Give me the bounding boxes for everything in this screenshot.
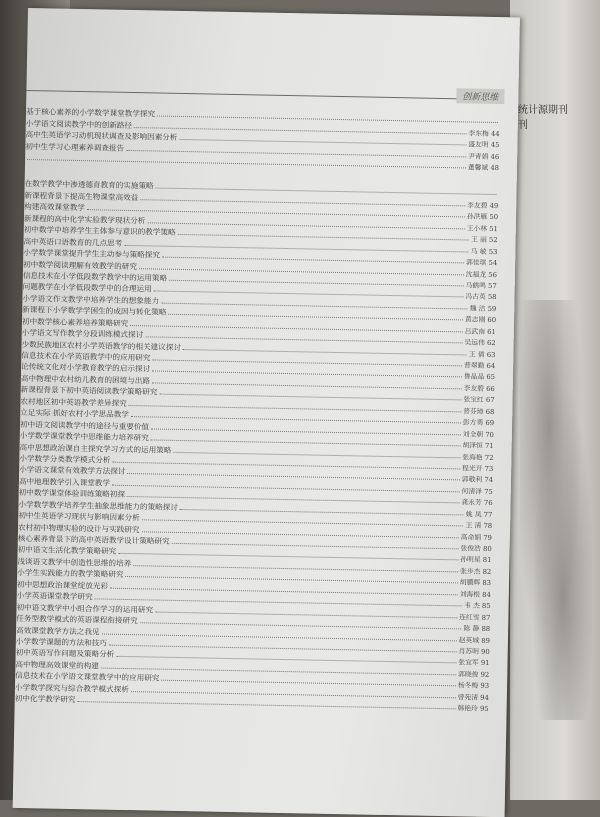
toc-entry-author-page: 韦 杰 85	[463, 601, 491, 611]
toc-entry-title: 小学数学分类教学模式分析	[19, 453, 111, 465]
toc-entry-title: 信息技术在小学英语教学中的应用研究	[21, 350, 151, 363]
toc-entry-author-page: 马鹤鸣 57	[465, 281, 497, 290]
toc-entry-author-page: 董馨斌 48	[467, 163, 500, 173]
toc-entry-title: 初中思想政治课堂绽放光彩	[16, 579, 109, 591]
toc-entry-title: 初中数学核心素养培养策略研究	[21, 316, 129, 328]
toc-entry-author-page: 李东梅 44	[468, 129, 500, 138]
toc-entry-title: 高中物理中农村幼儿教育的困境与出路	[20, 373, 151, 386]
toc-entry-author-page: 曾苑清 94	[457, 693, 489, 702]
header-rule	[26, 90, 460, 99]
adjacent-page-line-1: 统计源期刊	[518, 105, 568, 116]
toc-entry-author-page: 吕武南 61	[464, 327, 496, 336]
toc-entry-title: 小学数学教学培养学生抽象思维能力的策略探讨	[18, 499, 179, 512]
toc-entry-title: 小学数学课题的方法和技巧	[15, 636, 108, 648]
toc-entry-title: 初中数学阅读理解有效教学的研究	[22, 259, 138, 271]
leader-dots	[27, 159, 466, 168]
toc-entry-title: 基于核心素养的小学数学课堂教学探究	[25, 107, 156, 119]
toc-entry-author-page: 黄志刚 60	[464, 315, 497, 325]
toc-entry-author-page: 张宜军 91	[458, 658, 490, 668]
toc-entry-title: 小学数学探究与综合教学模式探析	[14, 682, 129, 694]
toc-entry-author-page: 胡泽恒 71	[462, 441, 494, 451]
toc-entry-author-page: 张俊浩 80	[460, 544, 492, 554]
toc-entry-author-page: 吴远伟 62	[464, 338, 496, 348]
toc-entry-title: 小学语文课堂有效教学方法探讨	[19, 465, 126, 477]
toc-entry-author-page: 沈福龙 56	[465, 269, 498, 279]
toc-entry-title: 立足实际 抓好农村小学思品教学	[20, 408, 130, 420]
toc-entry-title: 小学数学课堂教学中思维能力培养研究	[19, 430, 149, 443]
toc-entry-title: 初中生英语学习现状与影响因素分析	[18, 511, 140, 523]
toc-entry-title: 构建高效课堂教学	[24, 202, 86, 213]
toc-entry-title: 新课程下小学数学学困生的成因与转化策略	[22, 305, 167, 317]
toc-entry-title: 新课程背景下初中英语阅读教学策略研究	[20, 385, 158, 397]
toc-entry-title: 小学数学课堂提升学生主动参与策略探究	[23, 248, 161, 260]
toc-entry-author-page: 杨冬梅 93	[457, 681, 490, 691]
toc-entry-title: 初中化学教学研究	[14, 693, 76, 705]
toc-entry-author-page: 陈 静 88	[463, 624, 491, 634]
toc-entry-author-page: 何清泽 75	[461, 487, 493, 496]
toc-entry-title: 信息技术在小学语文课堂教学中的应用研究	[15, 671, 160, 683]
toc-entry-author-page: 王小林 51	[466, 224, 498, 233]
toc-entry-author-page: 马 敏 53	[470, 247, 498, 256]
toc-entry-author-page: 刘全朝 70	[462, 430, 494, 439]
toc-entry-title: 高中物理高效课堂的构建	[15, 659, 100, 671]
toc-entry-title: 初中数学课堂体验训练策略初探	[18, 488, 126, 500]
adjacent-page-line-2: 刊	[518, 120, 528, 131]
toc-entry-title: 小学语文作文教学中培养学生的想象能力	[22, 293, 160, 306]
toc-entry-author-page: 郭晓俊 92	[458, 670, 490, 679]
toc-entry-title: 初中语文阅读教学中的途径与重要价值	[19, 419, 150, 432]
toc-entry-author-page: 龚永芳 76	[461, 498, 493, 508]
toc-entry-title: 农村地区初中英语教学差异探究	[20, 396, 127, 408]
toc-entry-title: 高中思想政治课自主探究学习方式的运用策略	[19, 442, 172, 455]
toc-entry-title: 任务型教学模式的英语课程衔接研究	[16, 613, 138, 626]
toc-entry-author-page: 张宝红 67	[463, 395, 495, 405]
toc-entry-title: 论传统文化对小学教育教学的启示探讨	[21, 362, 151, 374]
toc-entry-title: 初中生学习心理素养调查报告	[25, 141, 125, 153]
toc-entry-author-page: 张步杰 82	[459, 567, 492, 576]
toc-entry-title: 新课程背景下提高生物课堂高效益	[24, 190, 139, 203]
toc-entry-title: 初中数学中培养学生主体参与意识的教学策略	[23, 225, 176, 238]
toc-entry-author-page: 郭敬利 74	[461, 475, 494, 485]
toc-entry-author-page: 赵英城 89	[458, 635, 491, 645]
toc-entry-author-page: 魏 洁 59	[469, 304, 497, 313]
toc-entry-title: 问题教学在小学低段数学中的合理运用	[22, 282, 152, 294]
toc-entry-author-page: 鲁晶晶 65	[463, 372, 496, 382]
toc-entry-author-page: 姚 凤 77	[465, 510, 493, 519]
toc-entry-author-page: 王 丽 52	[470, 235, 498, 245]
adjacent-page-text	[518, 103, 568, 133]
toc-entry-author-page: 程光开 73	[461, 464, 494, 473]
toc-entry-title: 高中地理教学引入课堂教学	[18, 476, 111, 488]
leader-dots	[77, 701, 455, 709]
toc-entry-author-page: 彭方勇 69	[462, 418, 495, 428]
toc-entry-author-page: 普芬璋 68	[463, 407, 495, 416]
toc-entry-author-page: 张海艳 72	[462, 452, 494, 462]
toc-entry-author-page: 郭佳琪 54	[465, 258, 498, 268]
header-tag: 创新思维	[456, 88, 504, 104]
toc-entry-title: 新课程的高中化学实验教学现状分析	[23, 213, 146, 226]
toc-entry-author-page: 盛友明 45	[468, 140, 500, 150]
toc-entry-author-page: 刘海根 84	[459, 590, 491, 599]
toc-entry-author-page: 韩艳玲 95	[457, 704, 489, 714]
toc-entry-title: 在数学教学中渗透德育教育的实施策略	[24, 179, 154, 191]
toc-entry-author-page: 尹青娟 46	[467, 152, 500, 161]
toc-entry-title: 高效课堂教学方法之我见	[15, 625, 100, 636]
toc-entry-author-page: 冯古英 58	[465, 292, 497, 302]
toc-entry-title: 高中生英语学习动机现状调查及影响因素分析	[25, 130, 178, 143]
toc-entry-title: 高中英语口语教育的几点思考	[23, 236, 123, 248]
toc-entry-title: 小学语文写作教学分段训练模式探讨	[21, 328, 144, 340]
toc-entry-author-page: 王 倩 63	[468, 350, 496, 359]
toc-entry-title: 小学语文阅读教学中的创新路径	[25, 118, 133, 130]
adjacent-page	[510, 0, 600, 800]
toc-entry-title: 初中英语写作问题及策略分析	[15, 648, 115, 660]
toc-entry-author-page: 普翠勤 64	[463, 361, 496, 371]
toc-entry-author-page: 高命娟 79	[460, 532, 492, 542]
toc-entry-title: 少数民族地区农村小学英语教学的相关建议探讨	[21, 339, 182, 352]
toc-entry-title: 初中语文教学中小组合作学习的运用研究	[16, 602, 154, 615]
toc-entry-title: 浅谈语文教学中创造性思维的培养	[17, 556, 132, 568]
toc-section-1	[25, 98, 500, 172]
toc-entry-author-page: 孙洪雁 50	[466, 212, 499, 222]
toc-entry-title: 农村初中物理实验的设计与实践研究	[17, 522, 140, 534]
toc-entry-title: 初中语文生活化教学策略研究	[17, 545, 117, 557]
toc-entry-title: 小学生实践能力的教学策略研究	[17, 568, 124, 580]
ink-painting-decoration	[520, 300, 592, 720]
contents-page	[13, 8, 520, 817]
toc-entry-author-page: 李友碧 66	[463, 384, 495, 393]
toc-entry-author-page: 连红雪 87	[459, 613, 491, 622]
toc-entry-author-page: 孙明星 81	[460, 555, 492, 565]
toc-entry-author-page: 王 清 78	[465, 521, 493, 531]
toc-entry-author-page: 胡鹏辉 83	[459, 578, 492, 588]
toc-entry-author-page: 肖苏明 90	[458, 647, 490, 656]
toc-entry-title: 信息技术在小学低段数学教学中的运用策略	[22, 270, 168, 283]
toc-entry-author-page: 李友碧 49	[467, 201, 499, 210]
toc-entry-title: 核心素养背景下的高中英语教学设计策略研究	[17, 533, 170, 546]
toc-section-2	[15, 170, 499, 713]
toc-entry-title: 小学英语课堂教学研究	[16, 591, 93, 602]
